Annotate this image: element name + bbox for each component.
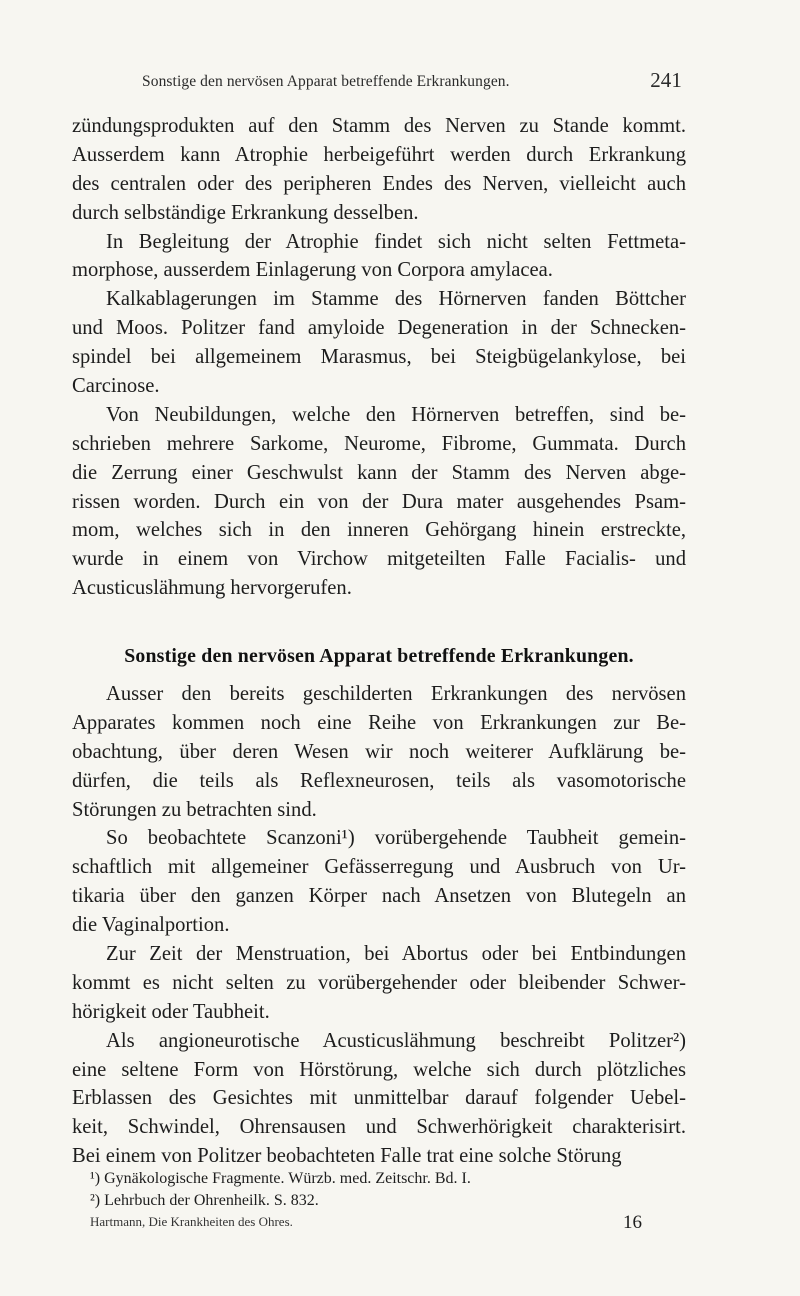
footnotes <box>90 1168 660 1211</box>
text-line: Störungen zu betrachten sind. <box>72 798 317 821</box>
text-line: schaftlich mit allgemeiner Gefässerregung und Ausbruch von Ur- <box>72 856 686 879</box>
text-line: kommt es nicht selten zu vorübergehender oder bleibender Schwer- <box>72 971 686 994</box>
paragraph <box>72 1027 686 1171</box>
text-line: Kalkablagerungen im Stamme des Hörnerven fanden Böttcher <box>106 288 686 311</box>
imprint-line <box>90 1212 642 1233</box>
paragraph <box>72 112 686 228</box>
text-line: schrieben mehrere Sarkome, Neurome, Fibrome, Gummata. Durch <box>72 432 686 455</box>
body-text-bottom <box>72 680 686 1171</box>
paragraph <box>72 228 686 286</box>
text-line: mom, welches sich in den inneren Gehörgang hinein erstreckte, <box>72 519 686 542</box>
text-line: Von Neubildungen, welche den Hörnerven betreffen, sind be- <box>106 403 686 426</box>
text-line: In Begleitung der Atrophie findet sich nicht selten Fettmeta- <box>106 230 686 253</box>
text-line: Apparates kommen noch eine Reihe von Erkrankungen zur Be- <box>72 711 686 734</box>
text-line: keit, Schwindel, Ohrensausen und Schwerhörigkeit charakterisirt. <box>72 1116 686 1139</box>
paragraph <box>72 940 686 1027</box>
text-line: Zur Zeit der Menstruation, bei Abortus oder bei Entbindungen <box>106 943 686 966</box>
text-line: Bei einem von Politzer beobachteten Falle trat eine solche Störung <box>72 1145 622 1168</box>
text-line: dürfen, die teils als Reflexneurosen, teils als vasomotorische <box>72 769 686 792</box>
text-line: durch selbständige Erkrankung desselben. <box>72 201 419 224</box>
text-line: Erblassen des Gesichtes mit unmittelbar darauf folgender Uebel- <box>72 1087 686 1110</box>
text-line: des centralen oder des peripheren Endes des Nerven, vielleicht auch <box>72 172 686 195</box>
text-line: morphose, ausserdem Einlagerung von Corpora amylacea. <box>72 259 553 282</box>
text-line: obachtung, über deren Wesen wir noch weiterer Aufklärung be- <box>72 740 686 763</box>
text-line: Ausser den bereits geschilderten Erkrankungen des nervösen <box>106 683 686 705</box>
running-title: Sonstige den nervösen Apparat betreffende Erkrankungen. <box>142 73 510 90</box>
paragraph <box>72 680 686 824</box>
imprint-text: Hartmann, Die Krankheiten des Ohres. <box>90 1214 293 1229</box>
footnote: ²) Lehrbuch der Ohrenheilk. S. 832. <box>90 1191 319 1209</box>
text-line: und Moos. Politzer fand amyloide Degeneration in der Schnecken- <box>72 317 686 340</box>
footnote: ¹) Gynäkologische Fragmente. Würzb. med. Zeitschr. Bd. I. <box>90 1170 471 1187</box>
section-heading: Sonstige den nervösen Apparat betreffende Erkrankungen. <box>124 645 634 667</box>
text-line: die Vaginalportion. <box>72 914 230 937</box>
text-line: spindel bei allgemeinem Marasmus, bei Steigbügelankylose, bei <box>72 346 686 369</box>
text-line: die Zerrung einer Geschwulst kann der Stamm des Nerven abge- <box>72 461 686 484</box>
page-number: 241 <box>650 68 682 92</box>
text-line: eine seltene Form von Hörstörung, welche sich durch plötzliches <box>72 1058 686 1081</box>
text-line: Acusticuslähmung hervorgerufen. <box>72 577 352 600</box>
signature-mark: 16 <box>623 1212 642 1233</box>
paragraph <box>72 824 686 940</box>
text-line: tikaria über den ganzen Körper nach Ansetzen von Blutegeln an <box>72 885 686 908</box>
body-text-top <box>72 112 686 603</box>
text-line: wurde in einem von Virchow mitgeteilten Falle Facialis- und <box>72 548 686 571</box>
paragraph <box>72 285 686 401</box>
text-line: hörigkeit oder Taubheit. <box>72 1000 270 1023</box>
text-line: So beobachtete Scanzoni¹) vorübergehende Taubheit gemein- <box>106 827 686 850</box>
text-line: Carcinose. <box>72 375 160 398</box>
text-line: rissen worden. Durch ein von der Dura mater ausgehendes Psam- <box>72 490 686 513</box>
paragraph <box>72 401 686 603</box>
text-line: Als angioneurotische Acusticuslähmung beschreibt Politzer²) <box>106 1029 686 1052</box>
text-line: zündungsprodukten auf den Stamm des Nerven zu Stande kommt. <box>72 115 686 137</box>
text-line: Ausserdem kann Atrophie herbeigeführt werden durch Erkrankung <box>72 143 686 166</box>
